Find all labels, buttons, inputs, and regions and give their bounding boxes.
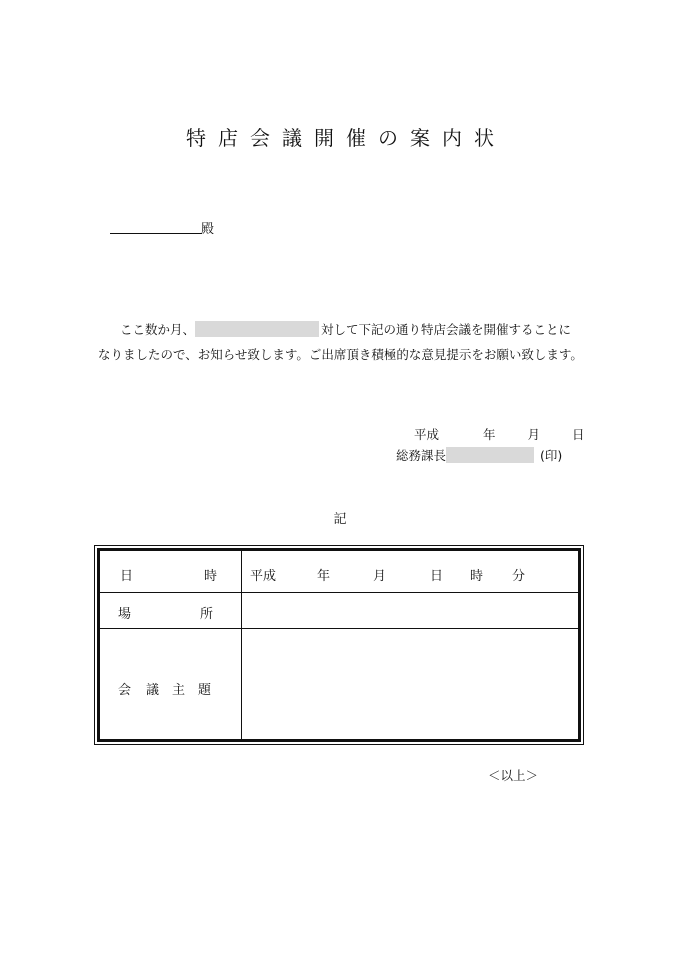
datetime-year: 年 bbox=[317, 569, 331, 584]
datetime-day: 日 bbox=[430, 569, 444, 584]
body-line-1 bbox=[120, 320, 571, 338]
details-table bbox=[97, 548, 581, 742]
date-day-unit: 日 bbox=[572, 427, 585, 442]
date-year-unit: 年 bbox=[483, 427, 496, 442]
date-era: 平成 bbox=[414, 427, 440, 442]
document-title: 特店会議開催の案内状 bbox=[186, 126, 506, 150]
place-label-1: 場 bbox=[118, 607, 132, 622]
datetime-label-2: 時 bbox=[204, 569, 218, 584]
body-line-1-prefix: ここ数か月、 bbox=[120, 322, 196, 337]
datetime-month: 月 bbox=[373, 569, 387, 584]
issue-date bbox=[414, 425, 585, 443]
redacted-field bbox=[195, 321, 319, 337]
datetime-label-1: 日 bbox=[120, 569, 134, 584]
datetime-era: 平成 bbox=[250, 569, 277, 584]
seal-mark: (印) bbox=[540, 448, 563, 463]
closing-mark: ＜以上＞ bbox=[488, 768, 539, 783]
table-row-place bbox=[100, 593, 578, 629]
topic-label-char-3: 主 bbox=[172, 683, 186, 698]
ki-heading: 記 bbox=[333, 512, 347, 527]
signer-title: 総務課長 bbox=[396, 448, 447, 463]
datetime-minute: 分 bbox=[512, 569, 526, 584]
topic-label-char-4: 題 bbox=[198, 683, 212, 698]
recipient-name-line bbox=[110, 233, 202, 234]
table-row-datetime bbox=[100, 551, 578, 593]
place-label-2: 所 bbox=[200, 607, 214, 622]
honorific: 殿 bbox=[201, 222, 215, 237]
table-row-topic bbox=[100, 629, 578, 739]
topic-label-char-1: 会 bbox=[118, 683, 132, 698]
datetime-hour: 時 bbox=[470, 569, 484, 584]
topic-label-char-2: 議 bbox=[146, 683, 160, 698]
body-line-1-suffix: 対して下記の通り特店会議を開催することに bbox=[321, 322, 572, 337]
signer bbox=[396, 446, 562, 464]
body-line-2: なりましたので、お知らせ致します。ご出席頂き積極的な意見提示をお願い致します。 bbox=[98, 347, 583, 362]
redacted-signer-name bbox=[446, 447, 534, 463]
date-month-unit: 月 bbox=[527, 427, 541, 442]
